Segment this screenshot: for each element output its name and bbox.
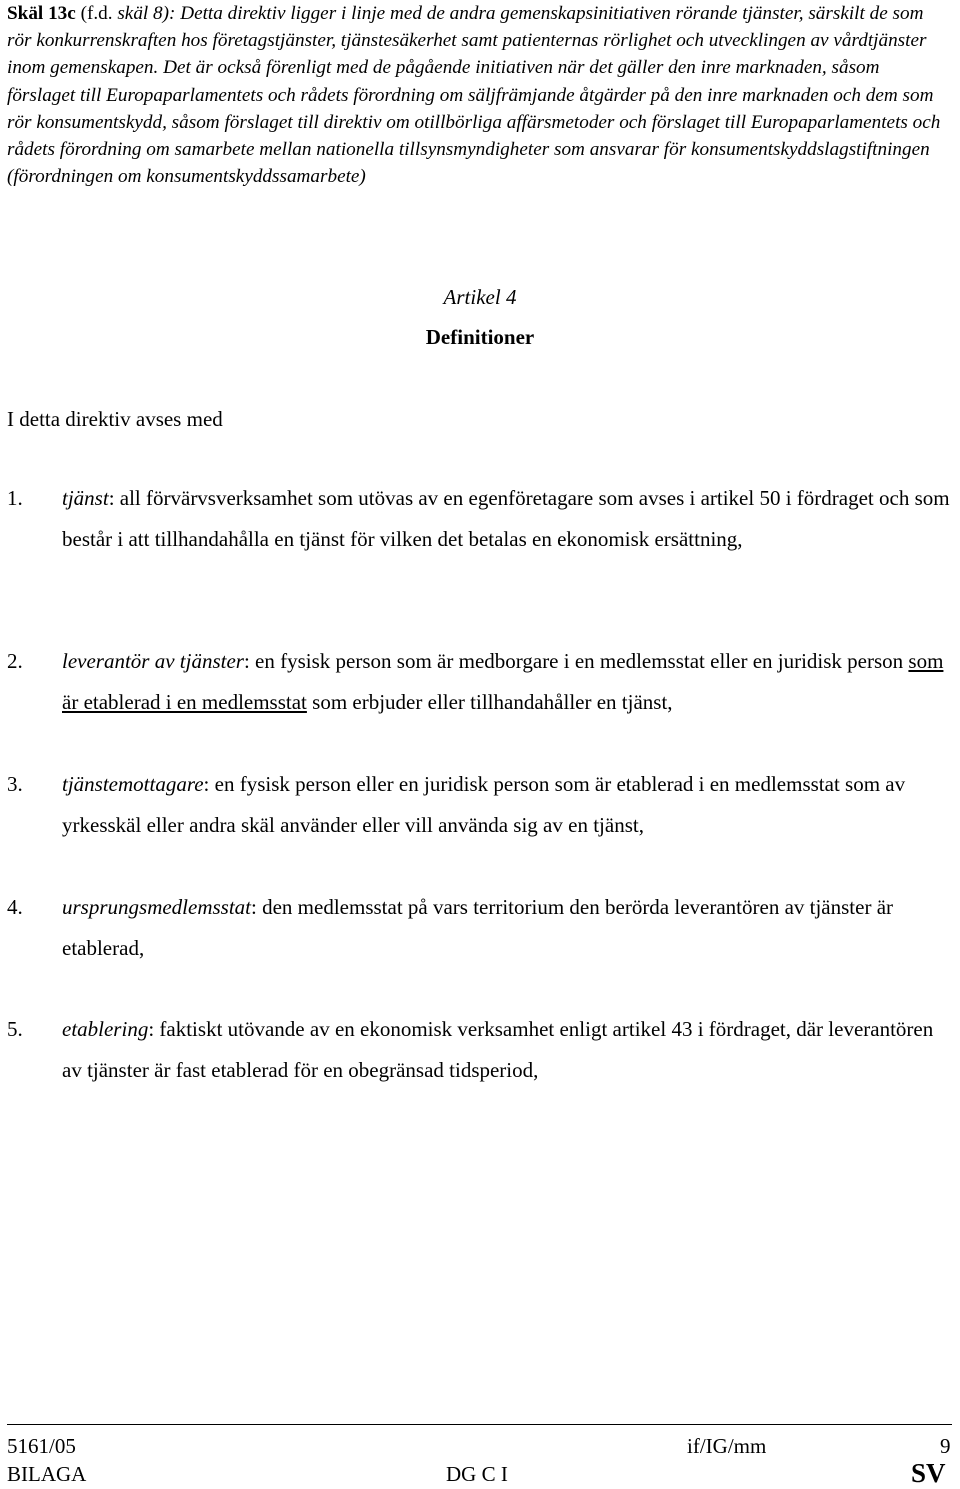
footer-doc-number: 5161/05 bbox=[7, 1434, 76, 1458]
definition-text: : en fysisk person som är medborgare i en medlemsstat eller en juridisk person bbox=[243, 649, 909, 673]
footer-dg-label: DG C I bbox=[446, 1462, 508, 1486]
footer-language-code: SV bbox=[911, 1458, 946, 1488]
intro-text: I detta direktiv avses med bbox=[7, 407, 223, 431]
recital-text: skäl 8): Detta direktiv ligger i linje med de andra gemenskapsinitiativen rörande tjänster, särskilt de som rör konkurrenskraften hos företagstjänster, tjänstesäkerhet samt patienternas rörlighet och utvecklingen av vårdtjänster inom gemenskapen. Det är också förenligt med de pågående initiativen när det gäller den inre marknaden, såsom förslaget till Europaparlamentets och rådets förordning om säljfrämjande åtgärder på den inre marknaden och dem som rör konsumentskydd, såsom förslaget till direktiv om otillbörliga affärsmetoder och förslaget till Europaparlamentets och rådets förordning om samarbete mellan nationella tillsynsmyndigheter som ansvarar för konsumentskyddslagstiftningen (förordningen om konsumentskyddssamarbete) bbox=[7, 3, 941, 188]
definition-item bbox=[7, 478, 952, 560]
footer-divider bbox=[7, 1424, 952, 1425]
definition-text: : den medlemsstat på vars territorium den berörda leverantören av tjänster är etablerad, bbox=[62, 895, 894, 960]
definition-item bbox=[7, 1009, 952, 1091]
article-title: Definitioner bbox=[425, 325, 535, 349]
recital-lead: Skäl 13c bbox=[7, 3, 76, 24]
definition-text: : en fysisk person eller en juridisk person som är etablerad i en medlemsstat som av yrkesskäl eller andra skäl använder eller vill använda sig av en tjänst, bbox=[62, 772, 906, 837]
definition-number: 5. bbox=[7, 1017, 23, 1041]
recital-paragraph bbox=[7, 0, 952, 190]
definition-body bbox=[62, 478, 952, 560]
definition-term: leverantör av tjänster bbox=[62, 649, 244, 673]
definition-text: : faktiskt utövande av en ekonomisk verksamhet enligt artikel 43 i fördraget, där leverantören av tjänster är fast etablerad för en obegränsad tidsperiod, bbox=[62, 1017, 934, 1082]
definition-term: ursprungsmedlemsstat bbox=[62, 895, 252, 919]
article-number: Artikel 4 bbox=[443, 285, 517, 309]
definition-number: 2. bbox=[7, 649, 23, 673]
definition-underlined-text: som är etablerad i en medlemsstat bbox=[62, 649, 944, 714]
definition-body bbox=[62, 641, 952, 723]
definition-term: etablering bbox=[62, 1017, 149, 1041]
definition-body bbox=[62, 1009, 952, 1091]
footer-page-number: 9 bbox=[940, 1434, 951, 1458]
definition-term: tjänst bbox=[62, 486, 109, 510]
definition-item bbox=[7, 641, 952, 723]
footer-annex-label: BILAGA bbox=[7, 1462, 87, 1486]
definition-body bbox=[62, 887, 952, 969]
definition-item bbox=[7, 764, 952, 846]
definition-term: tjänstemottagare bbox=[62, 772, 204, 796]
definition-body bbox=[62, 764, 952, 846]
definition-text: : all förvärvsverksamhet som utövas av en egenföretagare som avses i artikel 50 i fördraget och som består i att tillhandahålla en tjänst för vilken det betalas en ekonomisk ersättning, bbox=[62, 486, 950, 551]
definition-number: 1. bbox=[7, 486, 23, 510]
definition-number: 4. bbox=[7, 895, 23, 919]
definition-number: 3. bbox=[7, 772, 23, 796]
footer-initials: if/IG/mm bbox=[687, 1434, 767, 1458]
definition-text: som erbjuder eller tillhandahåller en tjänst, bbox=[306, 690, 673, 714]
definition-item bbox=[7, 887, 952, 969]
recital-paren: (f.d. bbox=[80, 3, 113, 24]
